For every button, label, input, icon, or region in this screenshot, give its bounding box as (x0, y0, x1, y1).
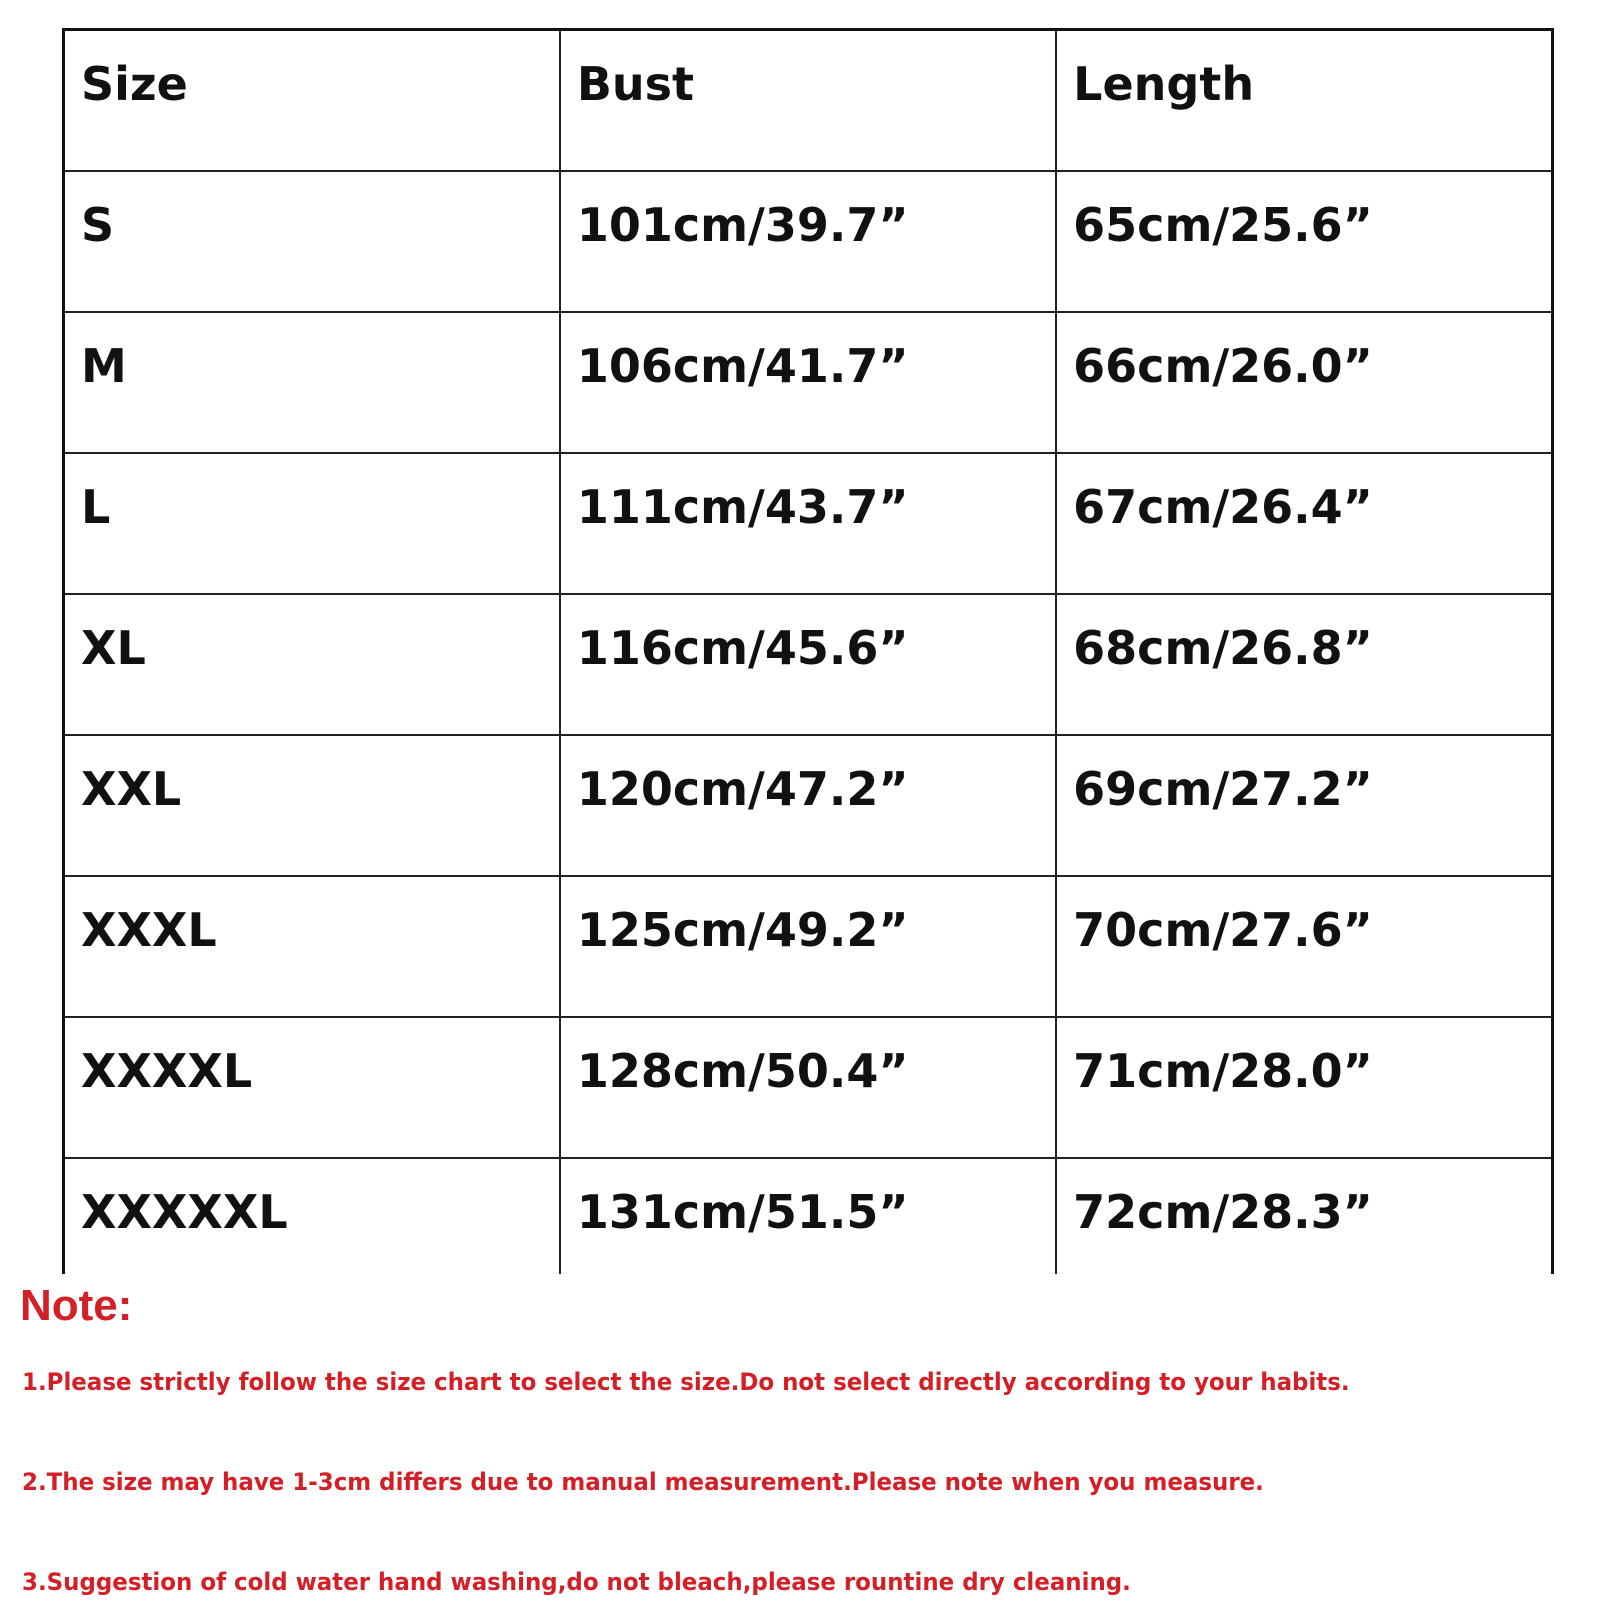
size-chart-table (62, 28, 1554, 1274)
cell-value: 111cm/43.7” (576, 479, 909, 534)
size-cell (64, 171, 560, 312)
table-row (64, 594, 1553, 735)
cell-value: L (81, 479, 111, 534)
table-row (64, 453, 1553, 594)
header-label: Size (81, 57, 188, 111)
length-cell (1056, 171, 1552, 312)
bust-cell (560, 735, 1056, 876)
cell-value: 72cm/28.3” (1073, 1184, 1373, 1239)
note-line-3: 3.Suggestion of cold water hand washing,do not bleach,please rountine dry cleaning. (22, 1568, 1131, 1596)
cell-value: 68cm/26.8” (1073, 620, 1373, 675)
cell-value: 71cm/28.0” (1073, 1043, 1373, 1098)
cell-value: 65cm/25.6” (1073, 197, 1373, 252)
cell-value: 116cm/45.6” (576, 620, 909, 675)
cell-value: 128cm/50.4” (576, 1043, 909, 1098)
table-row (64, 312, 1553, 453)
size-cell (64, 312, 560, 453)
header-label: Bust (576, 57, 695, 111)
length-cell (1056, 1017, 1552, 1158)
note-line-2: 2.The size may have 1-3cm differs due to manual measurement.Please note when you measure. (22, 1468, 1264, 1496)
cell-value: XXL (81, 761, 182, 816)
length-cell (1056, 594, 1552, 735)
bust-cell (560, 876, 1056, 1017)
note-line-1: 1.Please strictly follow the size chart to select the size.Do not select directly according to your habits. (22, 1368, 1350, 1396)
cell-value: XXXXXL (81, 1184, 288, 1239)
header-label: Length (1073, 57, 1255, 111)
table-row (64, 735, 1553, 876)
size-cell (64, 453, 560, 594)
table-row (64, 171, 1553, 312)
bust-cell (560, 171, 1056, 312)
table-row (64, 876, 1553, 1017)
table-row (64, 1017, 1553, 1158)
bust-cell (560, 1158, 1056, 1274)
size-cell (64, 735, 560, 876)
cell-value: XL (81, 620, 146, 675)
cell-value: 131cm/51.5” (576, 1184, 909, 1239)
header-cell-length (1056, 30, 1552, 171)
cell-value: 70cm/27.6” (1073, 902, 1373, 957)
table-header-row (64, 30, 1553, 171)
cell-value: 67cm/26.4” (1073, 479, 1373, 534)
cell-value: S (81, 197, 115, 252)
bust-cell (560, 453, 1056, 594)
cell-value: 106cm/41.7” (576, 338, 909, 393)
bust-cell (560, 594, 1056, 735)
size-cell (64, 1158, 560, 1274)
cell-value: XXXXL (81, 1043, 253, 1098)
length-cell (1056, 453, 1552, 594)
cell-value: 125cm/49.2” (576, 902, 909, 957)
length-cell (1056, 876, 1552, 1017)
length-cell (1056, 1158, 1552, 1274)
length-cell (1056, 735, 1552, 876)
bust-cell (560, 312, 1056, 453)
note-title: Note: (20, 1281, 133, 1330)
table-row (64, 1158, 1553, 1274)
size-cell (64, 1017, 560, 1158)
cell-value: XXXL (81, 902, 217, 957)
size-cell (64, 594, 560, 735)
header-cell-size (64, 30, 560, 171)
cell-value: 120cm/47.2” (576, 761, 909, 816)
header-cell-bust (560, 30, 1056, 171)
bust-cell (560, 1017, 1056, 1158)
cell-value: 69cm/27.2” (1073, 761, 1373, 816)
cell-value: M (81, 338, 127, 393)
cell-value: 66cm/26.0” (1073, 338, 1373, 393)
length-cell (1056, 312, 1552, 453)
cell-value: 101cm/39.7” (576, 197, 909, 252)
size-cell (64, 876, 560, 1017)
